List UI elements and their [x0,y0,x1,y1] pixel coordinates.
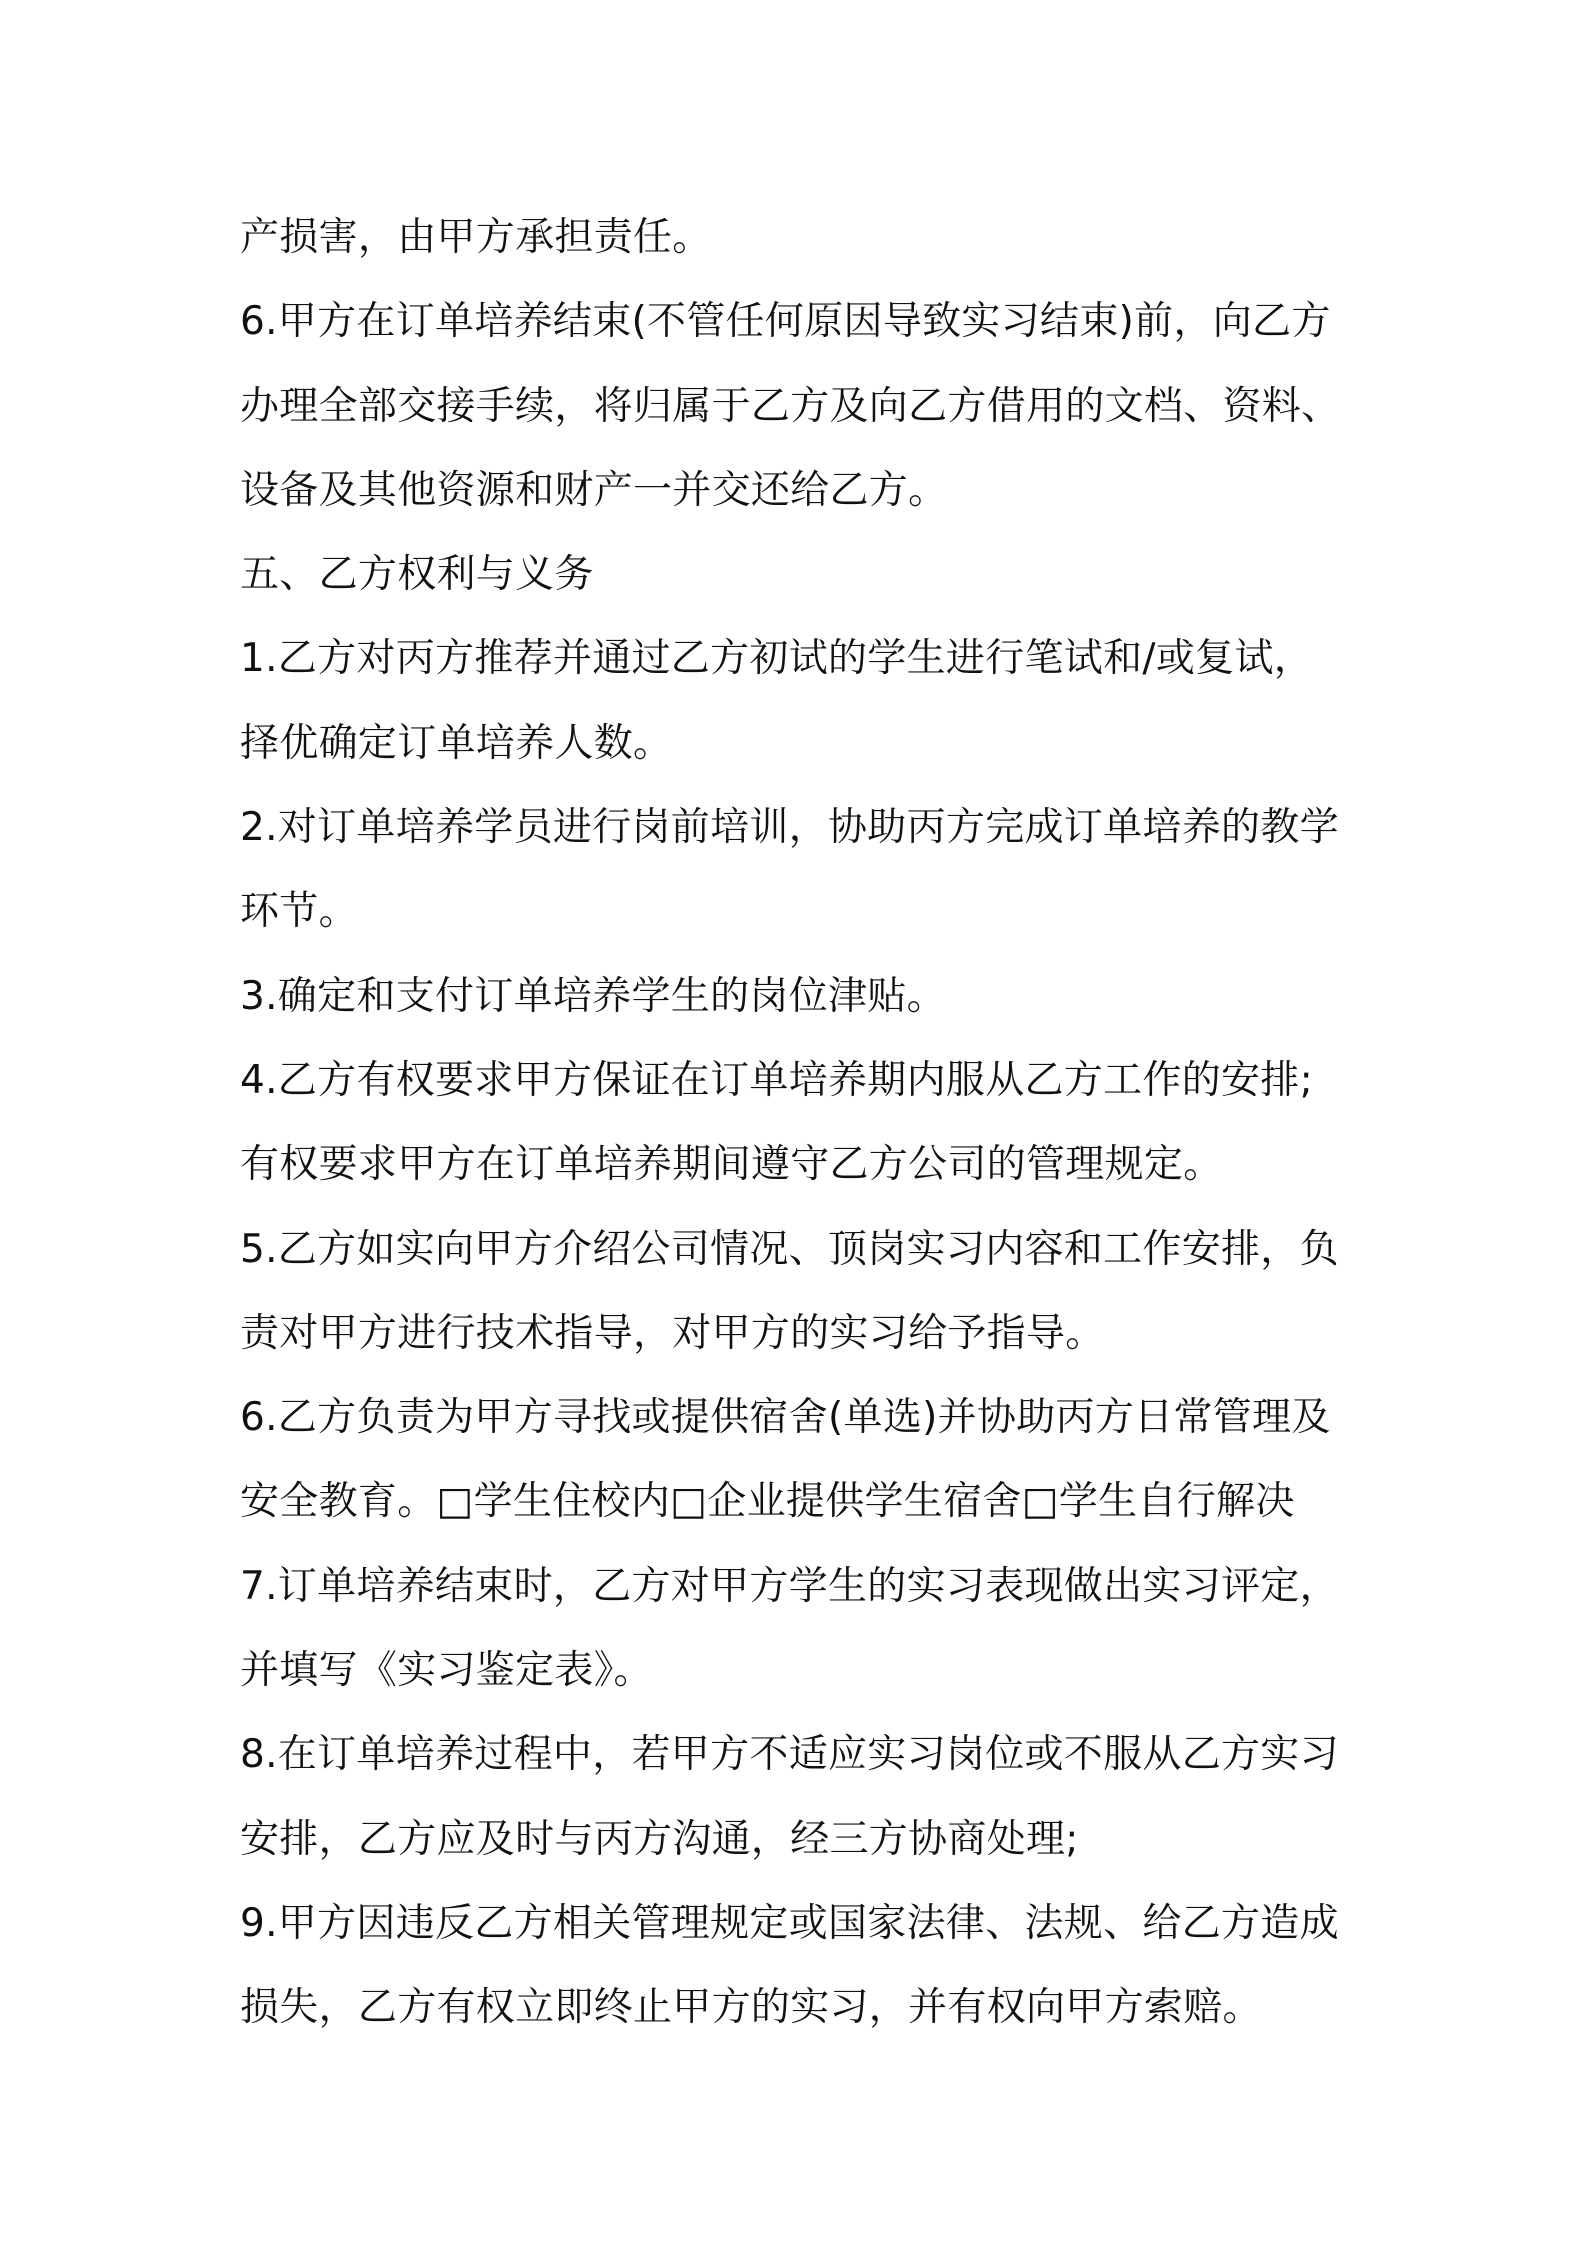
text-line: 产损害，由甲方承担责任。 [240,215,712,260]
text-line: 并填写《实习鉴定表》。 [240,1648,653,1694]
text-line: 3.确定和支付订单培养学生的岗位津贴。 [240,973,946,1019]
text-line: 7.订单培养结束时，乙方对甲方学生的实习表现做出实习评定， [240,1563,1339,1609]
text-line: 5.乙方如实向甲方介绍公司情况、顶岗实习内容和工作安排，负 [240,1226,1339,1272]
text-line: 安排，乙方应及时与丙方沟通，经三方协商处理; [240,1816,1079,1862]
text-line: 环节。 [240,889,358,935]
text-line: 2.对订单培养学员进行岗前培训，协助丙方完成订单培养的教学 [240,805,1339,851]
text-line: 1.乙方对丙方推荐并通过乙方初试的学生进行笔试和/或复试， [240,636,1314,682]
document-body [240,196,1360,2051]
text-line: 损失，乙方有权立即终止甲方的实习，并有权向甲方索赔。 [240,1985,1262,2031]
section-heading: 五、乙方权利与义务 [240,552,594,598]
text-line: 6.甲方在订单培养结束(不管任何原因导致实习结束)前，向乙方 [240,299,1331,345]
text-line: 安全教育。□学生住校内□企业提供学生宿舍□学生自行解决 [240,1479,1295,1525]
text-line: 有权要求甲方在订单培养期间遵守乙方公司的管理规定。 [240,1142,1223,1188]
text-line: 责对甲方进行技术指导，对甲方的实习给予指导。 [240,1310,1105,1356]
text-line: 办理全部交接手续，将归属于乙方及向乙方借用的文档、资料、 [240,383,1341,429]
text-line: 择优确定订单培养人数。 [240,720,673,766]
text-line: 9.甲方因违反乙方相关管理规定或国家法律、法规、给乙方造成 [240,1900,1339,1946]
text-line: 设备及其他资源和财产一并交还给乙方。 [240,467,948,513]
text-line: 8.在订单培养过程中，若甲方不适应实习岗位或不服从乙方实习 [240,1732,1339,1778]
text-line: 6.乙方负责为甲方寻找或提供宿舍(单选)并协助丙方日常管理及 [240,1395,1331,1441]
text-line: 4.乙方有权要求甲方保证在订单培养期内服从乙方工作的安排; [240,1057,1314,1103]
